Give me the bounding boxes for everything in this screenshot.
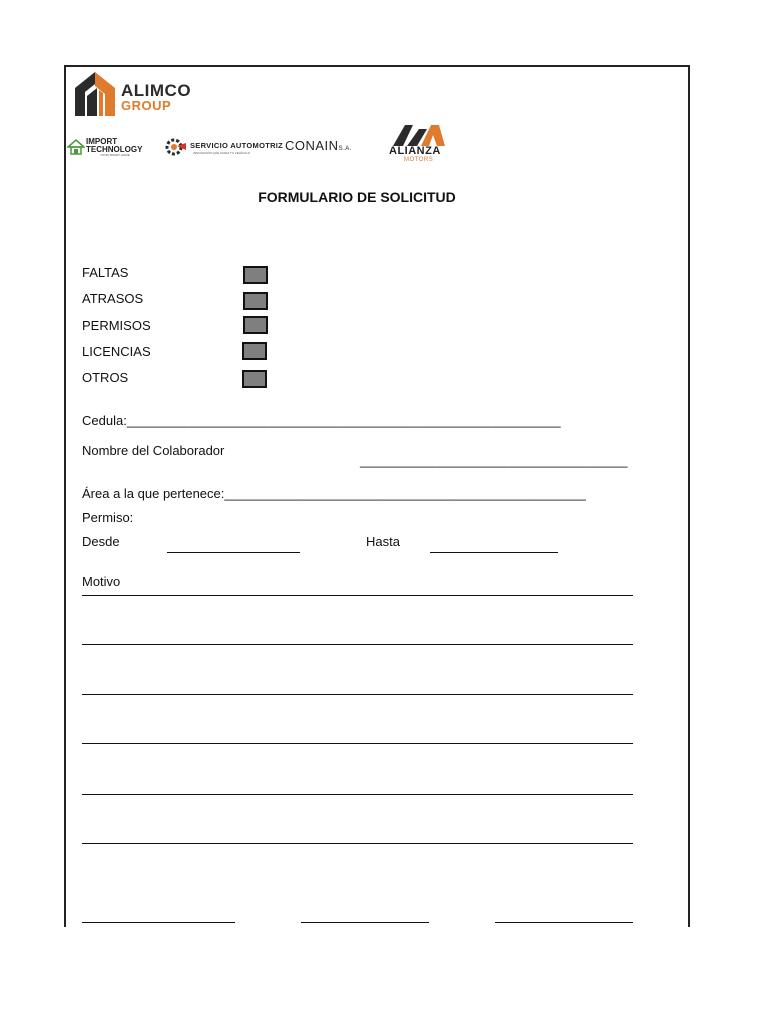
nombre-colaborador-label: Nombre del Colaborador	[82, 443, 225, 458]
motivo-line-6[interactable]	[82, 843, 633, 844]
area-label	[82, 486, 586, 501]
gear-icon	[163, 137, 187, 157]
area-label-text: Área a la que pertenece:	[82, 486, 225, 501]
signature-line-2[interactable]	[301, 922, 429, 923]
conain-logo-text	[285, 138, 352, 153]
option-faltas-label: FALTAS	[82, 265, 129, 280]
motivo-label: Motivo	[82, 574, 121, 589]
motivo-line-3[interactable]	[82, 694, 633, 695]
servicio-automotriz-tagline: INNOVACIÓN QUE CUIDA TU VEHÍCULO	[193, 151, 251, 155]
alianza-logo-text: ALIANZA	[389, 145, 441, 157]
option-permisos-checkbox[interactable]	[243, 316, 268, 334]
hasta-label: Hasta	[366, 534, 400, 549]
servicio-automotriz-logo-text: SERVICIO AUTOMOTRIZ	[190, 141, 284, 150]
option-otros-checkbox[interactable]	[242, 370, 267, 388]
import-technology-logo-text: IMPORT TECHNOLOGY	[86, 137, 143, 154]
brand-name: ALIMCO	[121, 81, 192, 100]
cedula-label	[82, 413, 561, 428]
area-input-line[interactable]: __________________________________________________	[224, 486, 586, 501]
house-icon	[67, 138, 85, 156]
motivo-line-4[interactable]	[82, 743, 633, 744]
form-title: FORMULARIO DE SOLICITUD	[258, 189, 456, 205]
motivo-line-2[interactable]	[82, 644, 633, 645]
desde-input-line[interactable]	[167, 552, 300, 553]
hasta-input-line[interactable]	[430, 552, 558, 553]
option-atrasos-checkbox[interactable]	[243, 292, 268, 310]
signature-line-1[interactable]	[82, 922, 235, 923]
motivo-line-1[interactable]	[82, 595, 633, 596]
permiso-label: Permiso:	[82, 510, 134, 525]
option-licencias-label: LICENCIAS	[82, 344, 151, 359]
brand-subname: GROUP	[121, 98, 172, 113]
alianza-logo-icon	[391, 123, 447, 147]
alimco-logo-icon	[75, 70, 119, 118]
option-faltas-checkbox[interactable]	[243, 266, 268, 284]
desde-label: Desde	[82, 534, 120, 549]
alianza-logo-subtext: MOTORS	[404, 157, 434, 163]
cedula-label-text: Cedula:	[82, 413, 127, 428]
signature-line-3[interactable]	[495, 922, 633, 923]
option-atrasos-label: ATRASOS	[82, 291, 144, 306]
conain-name: CONAIN	[285, 138, 339, 153]
option-licencias-checkbox[interactable]	[242, 342, 267, 360]
nombre-colaborador-input-line[interactable]: _____________________________________	[360, 453, 628, 468]
conain-suffix: S.A.	[338, 146, 352, 152]
motivo-line-5[interactable]	[82, 794, 633, 795]
cedula-input-line[interactable]: ____________________________________________________________	[126, 413, 561, 428]
option-permisos-label: PERMISOS	[82, 318, 151, 333]
option-otros-label: OTROS	[82, 370, 129, 385]
import-technology-tagline: YOUR SMART HOME	[100, 153, 130, 157]
